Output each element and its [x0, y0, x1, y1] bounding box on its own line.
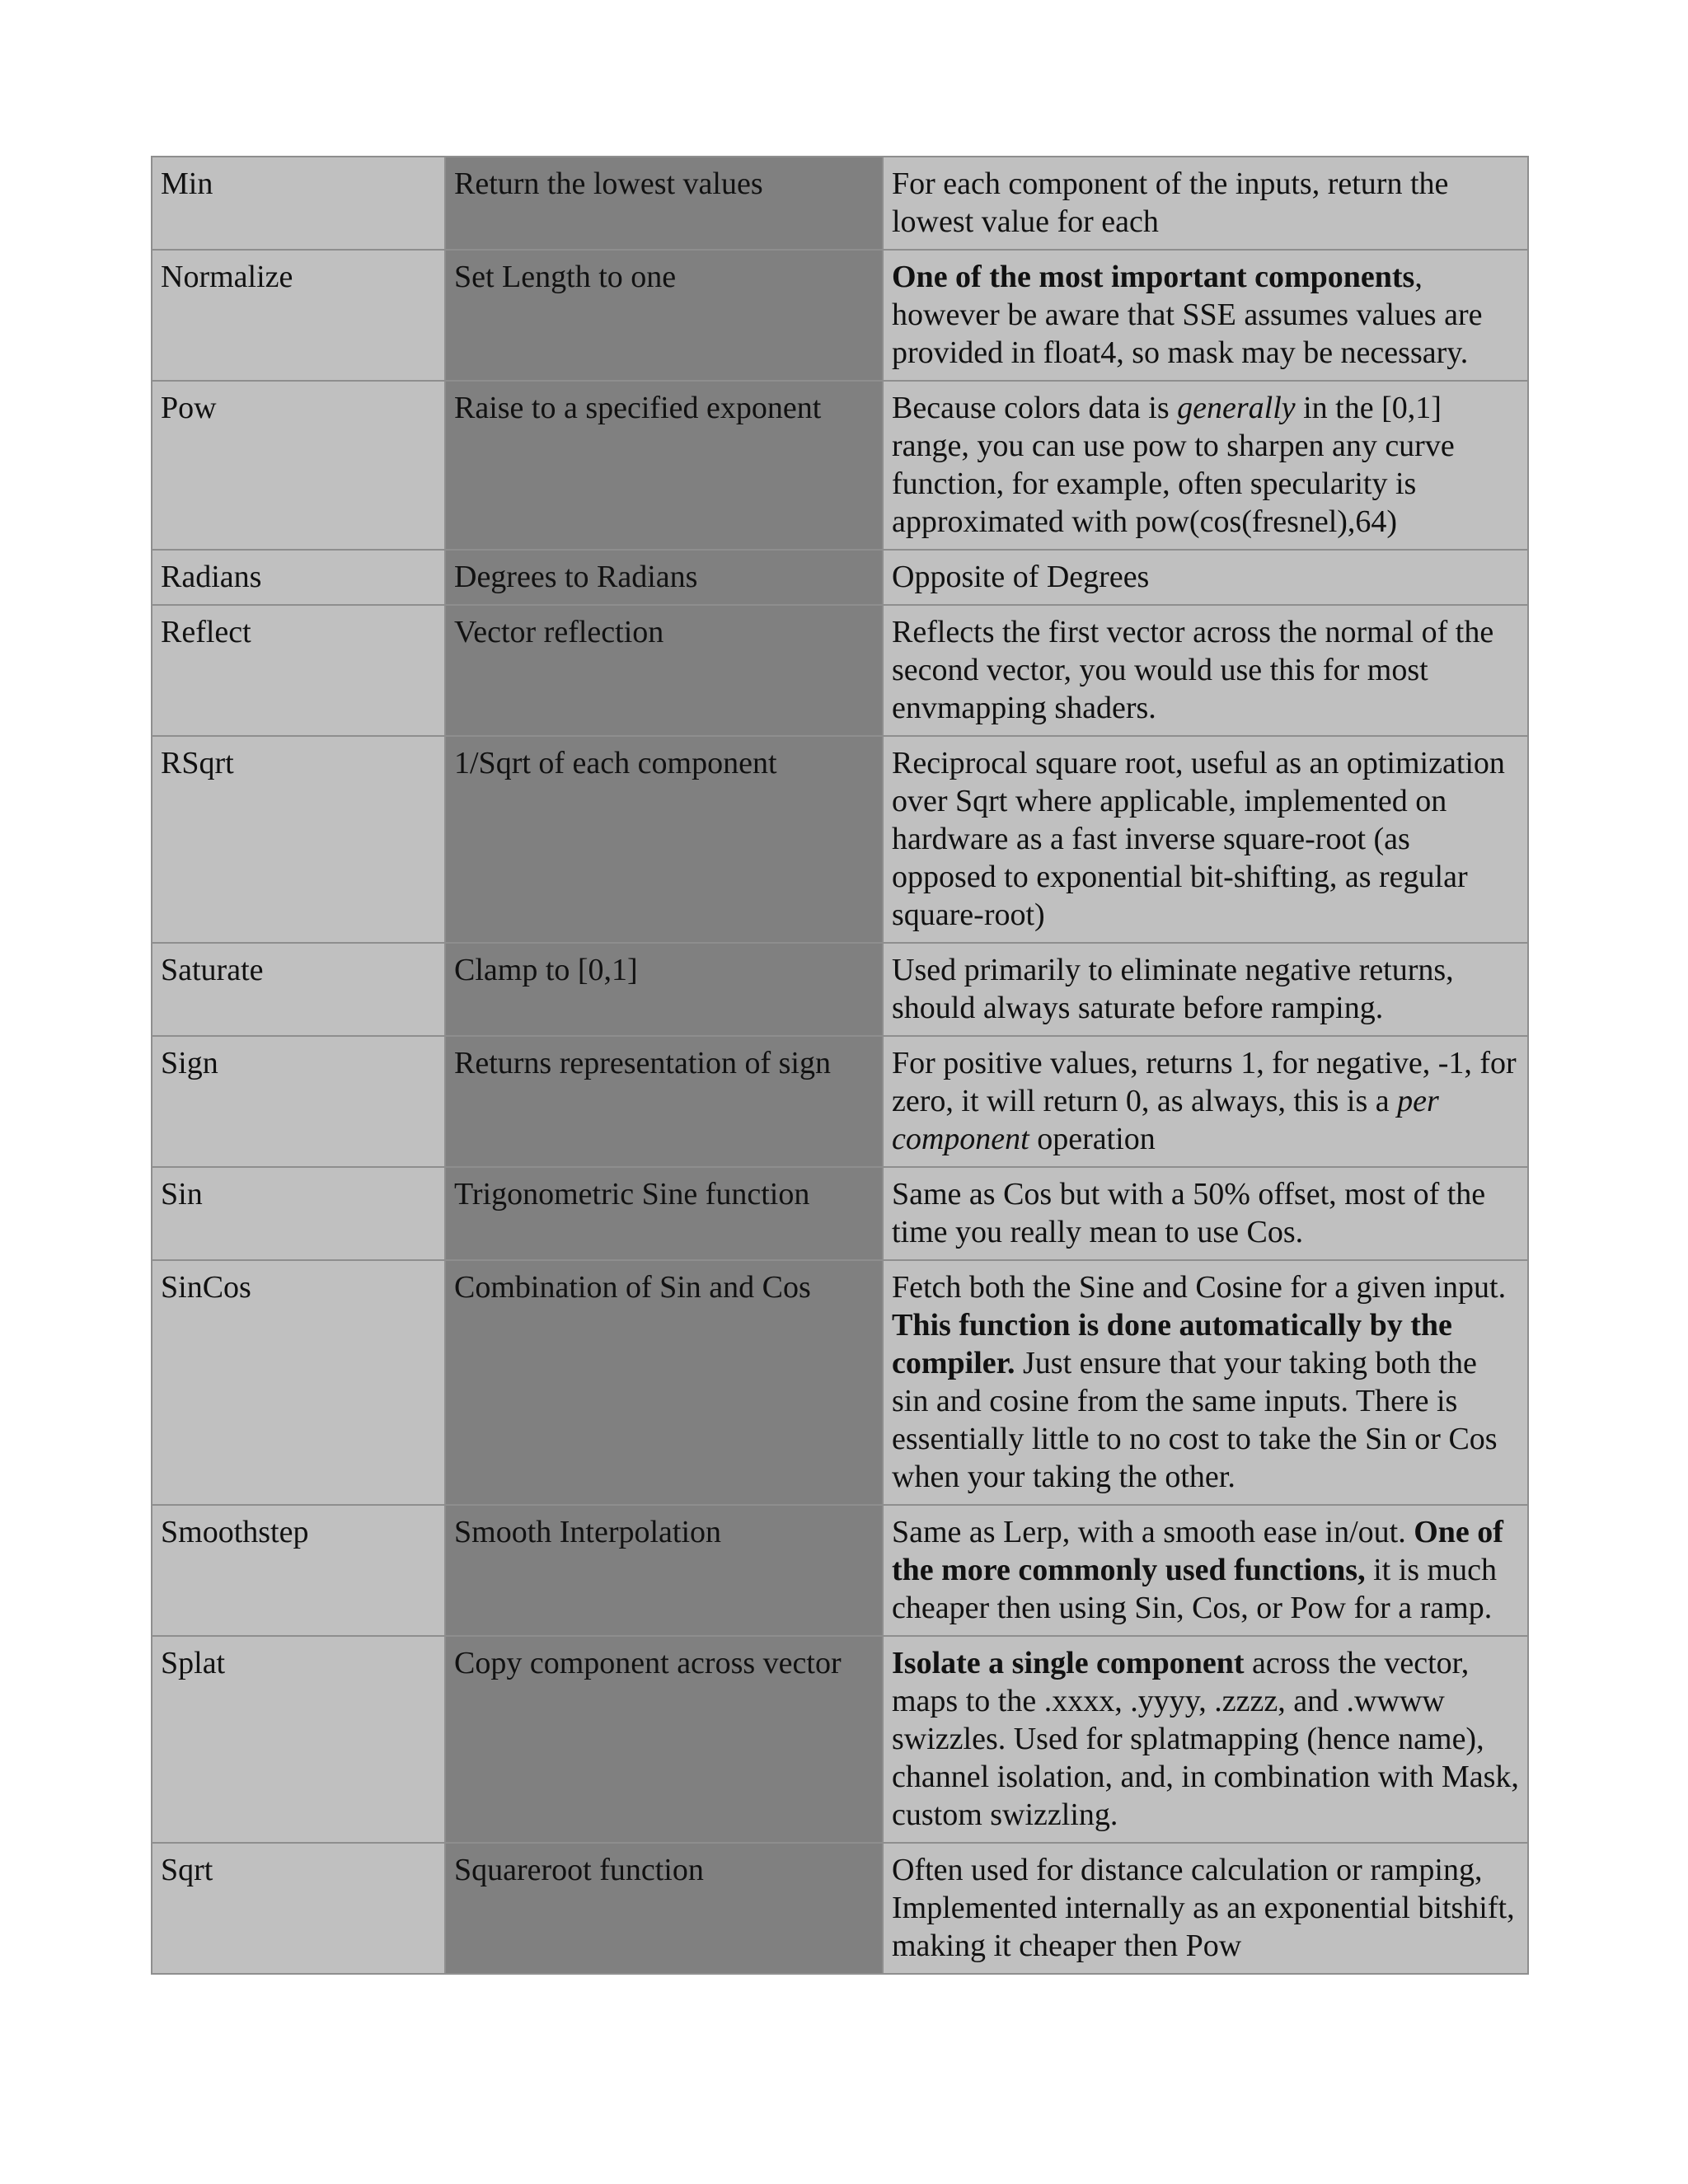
- function-notes-cell: [883, 605, 1528, 736]
- table-body: [152, 157, 1528, 1974]
- function-summary-cell: Vector reflection: [445, 605, 883, 736]
- table-row: [152, 550, 1528, 605]
- notes-text: For each component of the inputs, return the lowest value for each: [892, 166, 1449, 239]
- notes-text: Often used for distance calculation or ramping, Implemented internally as an exponential bitshift, making it cheaper then Pow: [892, 1853, 1515, 1963]
- function-name-cell: Sin: [152, 1167, 445, 1260]
- notes-text: in the [0,1] range, you can use pow to sharpen any curve function, for example, often specularity is approximated with pow(cos(fresnel),64): [892, 391, 1455, 539]
- function-notes-cell: [883, 1843, 1528, 1974]
- notes-text: Just ensure that your taking both the sin and cosine from the same inputs. There is essentially little to no cost to take the Sin or Cos when your taking the other.: [892, 1346, 1498, 1494]
- notes-text: , however be aware that SSE assumes values are provided in float4, so mask may be necessary.: [892, 260, 1483, 370]
- table-row: [152, 157, 1528, 250]
- function-name-cell: RSqrt: [152, 736, 445, 943]
- notes-text: operation: [1029, 1122, 1156, 1156]
- table-row: [152, 736, 1528, 943]
- function-name-cell: Sign: [152, 1036, 445, 1167]
- function-name-cell: Reflect: [152, 605, 445, 736]
- notes-text: Fetch both the Sine and Cosine for a given input.: [892, 1270, 1507, 1305]
- notes-text: Because colors data is: [892, 391, 1178, 425]
- function-summary-cell: Clamp to [0,1]: [445, 943, 883, 1036]
- function-notes-cell: [883, 381, 1528, 550]
- table-row: [152, 1636, 1528, 1843]
- function-notes-cell: [883, 550, 1528, 605]
- notes-text: Same as Cos but with a 50% offset, most of the time you really mean to use Cos.: [892, 1177, 1486, 1249]
- function-summary-cell: Degrees to Radians: [445, 550, 883, 605]
- emphasis-italic-text: generally: [1177, 391, 1296, 425]
- table-row: [152, 1505, 1528, 1636]
- function-summary-cell: Trigonometric Sine function: [445, 1167, 883, 1260]
- table-row: [152, 1843, 1528, 1974]
- function-notes-cell: [883, 157, 1528, 250]
- notes-text: across the vector, maps to the .xxxx, .yyyy, .zzzz, and .wwww swizzles. Used for splatmapping (hence name), channel isolation, and, in combination with Mask, custom swizzling.: [892, 1646, 1519, 1832]
- table-row: [152, 943, 1528, 1036]
- emphasis-bold-text: One of the most important components: [892, 260, 1415, 294]
- function-name-cell: SinCos: [152, 1260, 445, 1505]
- function-summary-cell: Returns representation of sign: [445, 1036, 883, 1167]
- emphasis-bold-text: One of the more commonly used functions,: [892, 1515, 1503, 1587]
- function-name-cell: Sqrt: [152, 1843, 445, 1974]
- function-name-cell: Min: [152, 157, 445, 250]
- function-summary-cell: 1/Sqrt of each component: [445, 736, 883, 943]
- function-name-cell: Saturate: [152, 943, 445, 1036]
- notes-text: For positive values, returns 1, for negative, -1, for zero, it will return 0, as always, this is a: [892, 1046, 1517, 1118]
- function-summary-cell: Combination of Sin and Cos: [445, 1260, 883, 1505]
- emphasis-bold-text: Isolate a single component: [892, 1646, 1245, 1680]
- notes-text: Opposite of Degrees: [892, 560, 1150, 594]
- function-name-cell: Splat: [152, 1636, 445, 1843]
- function-notes-cell: [883, 1505, 1528, 1636]
- function-summary-cell: Smooth Interpolation: [445, 1505, 883, 1636]
- function-summary-cell: Copy component across vector: [445, 1636, 883, 1843]
- function-name-cell: Radians: [152, 550, 445, 605]
- function-reference-table: [151, 156, 1529, 1975]
- function-notes-cell: [883, 1636, 1528, 1843]
- notes-text: Same as Lerp, with a smooth ease in/out.: [892, 1515, 1414, 1549]
- function-notes-cell: [883, 1036, 1528, 1167]
- function-summary-cell: Raise to a specified exponent: [445, 381, 883, 550]
- notes-text: Used primarily to eliminate negative returns, should always saturate before ramping.: [892, 953, 1454, 1025]
- table-row: [152, 1260, 1528, 1505]
- function-notes-cell: [883, 1260, 1528, 1505]
- table-row: [152, 1167, 1528, 1260]
- function-summary-cell: Squareroot function: [445, 1843, 883, 1974]
- emphasis-italic-text: per component: [892, 1084, 1439, 1156]
- function-name-cell: Normalize: [152, 250, 445, 381]
- function-name-cell: Pow: [152, 381, 445, 550]
- function-summary-cell: Set Length to one: [445, 250, 883, 381]
- function-name-cell: Smoothstep: [152, 1505, 445, 1636]
- table-row: [152, 605, 1528, 736]
- table-row: [152, 1036, 1528, 1167]
- notes-text: Reciprocal square root, useful as an optimization over Sqrt where applicable, implemented on hardware as a fast inverse square-root (as opposed to exponential bit-shifting, as regular square-root): [892, 746, 1505, 932]
- function-notes-cell: [883, 1167, 1528, 1260]
- function-summary-cell: Return the lowest values: [445, 157, 883, 250]
- emphasis-bold-text: This function is done automatically by the compiler.: [892, 1308, 1452, 1380]
- notes-text: Reflects the first vector across the normal of the second vector, you would use this for most envmapping shaders.: [892, 615, 1494, 725]
- table-row: [152, 250, 1528, 381]
- function-notes-cell: [883, 943, 1528, 1036]
- function-notes-cell: [883, 250, 1528, 381]
- notes-text: it is much cheaper then using Sin, Cos, or Pow for a ramp.: [892, 1553, 1497, 1625]
- function-notes-cell: [883, 736, 1528, 943]
- table-row: [152, 381, 1528, 550]
